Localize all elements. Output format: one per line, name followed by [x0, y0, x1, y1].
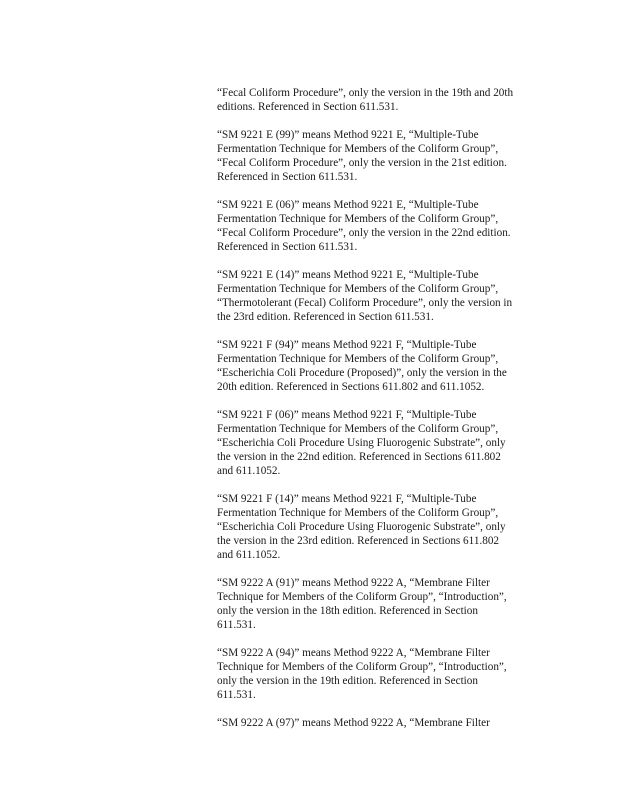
paragraph-sm-9222-a-91: “SM 9222 A (91)” means Method 9222 A, “Membrane Filter Technique for Members of the Coliform Group”, “Introduction”, only the version in the 18th edition. Referenced in Section 611.531. — [217, 577, 507, 631]
paragraph-sm-9222-a-94: “SM 9222 A (94)” means Method 9222 A, “Membrane Filter Technique for Members of the Coliform Group”, “Introduction”, only the version in the 19th edition. Referenced in Section 611.531. — [217, 647, 507, 701]
paragraph-sm-9221-f-94: “SM 9221 F (94)” means Method 9221 F, “Multiple-Tube Fermentation Technique for Members of the Coliform Group”, “Escherichia Coli Procedure (Proposed)”, only the version in the 20th edition. Referenced in Sections 611.802 and 611.1052. — [217, 339, 507, 393]
paragraph-sm-9221-e-14: “SM 9221 E (14)” means Method 9221 E, “Multiple-Tube Fermentation Technique for Members of the Coliform Group”, “Thermotolerant (Fecal) Coliform Procedure”, only the version in the 23rd edition. Referenced in Section 611.531. — [217, 269, 513, 323]
paragraph-sm-9221-f-14: “SM 9221 F (14)” means Method 9221 F, “Multiple-Tube Fermentation Technique for Members of the Coliform Group”, “Escherichia Coli Procedure Using Fluorogenic Substrate”, only the version in the 23rd edition. Referenced in Sections 611.802 and 611.1052. — [217, 493, 506, 561]
document-body — [217, 86, 539, 744]
paragraph-sm-9221-e-06: “SM 9221 E (06)” means Method 9221 E, “Multiple-Tube Fermentation Technique for Members of the Coliform Group”, “Fecal Coliform Procedure”, only the version in the 22nd edition. Referenced in Section 611.531. — [217, 199, 511, 253]
paragraph-fecal-coliform-continuation: “Fecal Coliform Procedure”, only the version in the 19th and 20th editions. Referenced in Section 611.531. — [217, 87, 514, 113]
paragraph-sm-9222-a-97: “SM 9222 A (97)” means Method 9222 A, “Membrane Filter — [217, 717, 490, 729]
paragraph-sm-9221-f-06: “SM 9221 F (06)” means Method 9221 F, “Multiple-Tube Fermentation Technique for Members of the Coliform Group”, “Escherichia Coli Procedure Using Fluorogenic Substrate”, only the version in the 22nd edition. Referenced in Sections 611.802 and 611.1052. — [217, 409, 506, 477]
paragraph-sm-9221-e-99: “SM 9221 E (99)” means Method 9221 E, “Multiple-Tube Fermentation Technique for Members of the Coliform Group”, “Fecal Coliform Procedure”, only the version in the 21st edition. Referenced in Section 611.531. — [217, 129, 507, 183]
